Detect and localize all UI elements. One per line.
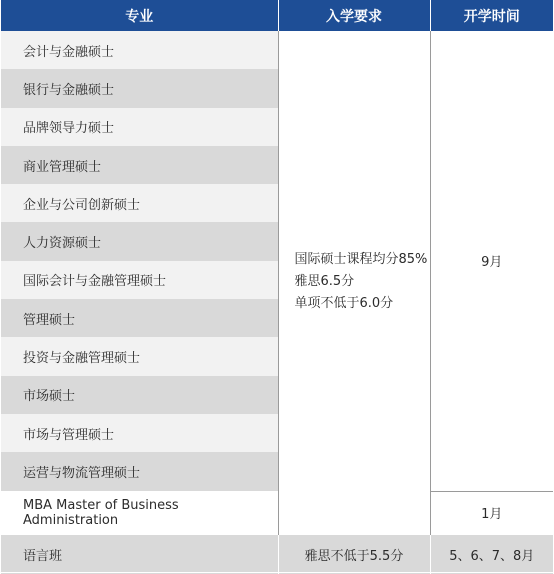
program-name: 投资与金融管理硕士 (1, 337, 278, 375)
requirement-line: 雅思6.5分 (294, 274, 355, 290)
program-name: 品牌领导力硕士 (1, 108, 278, 146)
language-requirement: 雅思不低于5.5分 (278, 534, 430, 574)
program-name: 商业管理硕士 (1, 146, 278, 184)
header-program: 专业 (1, 0, 278, 31)
program-name: MBA Master of Business Administration (1, 491, 278, 534)
table-row-mba (1, 491, 553, 534)
program-name: 企业与公司创新硕士 (1, 184, 278, 222)
header-requirement: 入学要求 (278, 0, 430, 31)
requirement-line: 单项不低于6.0分 (294, 296, 394, 312)
requirement-cell (278, 31, 430, 534)
header-start-time: 开学时间 (430, 0, 553, 31)
start-time-cell: 9月 (430, 31, 553, 491)
program-name: 管理硕士 (1, 299, 278, 337)
language-program: 语言班 (1, 534, 278, 574)
mba-start-time: 1月 (430, 491, 553, 534)
table-row-language (1, 534, 553, 574)
requirement-line: 国际硕士课程均分85% (294, 252, 428, 268)
table-header-row (1, 0, 553, 31)
program-name: 会计与金融硕士 (1, 31, 278, 69)
program-name: 银行与金融硕士 (1, 69, 278, 107)
table-row (1, 31, 553, 69)
program-name: 市场与管理硕士 (1, 414, 278, 452)
language-start-time: 5、6、7、8月 (430, 534, 553, 574)
program-name: 市场硕士 (1, 376, 278, 414)
program-name: 国际会计与金融管理硕士 (1, 261, 278, 299)
program-name: 运营与物流管理硕士 (1, 452, 278, 491)
admissions-table (1, 0, 553, 574)
program-name: 人力资源硕士 (1, 222, 278, 260)
